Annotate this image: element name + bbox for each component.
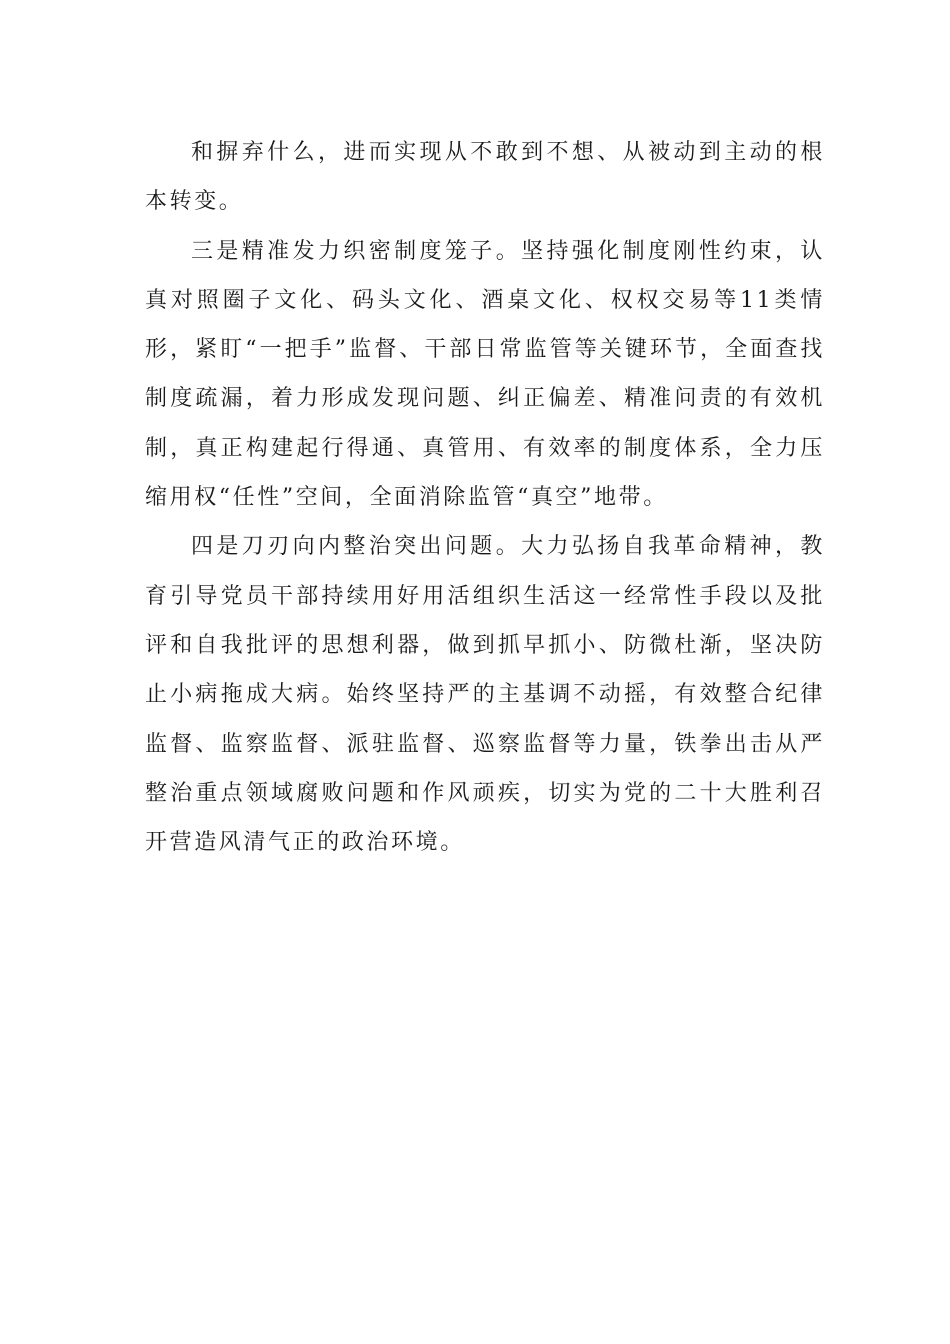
paragraph-point-four: 四是刀刃向内整治突出问题。大力弘扬自我革命精神，教育引导党员干部持续用好用活组织生活这一经常性手段以及批评和自我批评的思想利器，做到抓早抓小、防微杜渐，坚决防止小病拖成大病。始终坚持严的主基调不动摇，有效整合纪律监督、监察监督、派驻监督、巡察监督等力量，铁拳出击从严整治重点领域腐败问题和作风顽疾，切实为党的二十大胜利召开营造风清气正的政治环境。 (145, 534, 825, 856)
paragraph-point-three: 三是精准发力织密制度笼子。坚持强化制度刚性约束，认真对照圈子文化、码头文化、酒桌文化、权权交易等11类情形，紧盯“一把手”监督、干部日常监管等关键环节，全面查找制度疏漏，着力形成发现问题、纠正偏差、精准问责的有效机制，真正构建起行得通、真管用、有效率的制度体系，全力压缩用权“任性”空间，全面消除监管“真空”地带。 (145, 238, 825, 511)
document-body (145, 128, 825, 867)
paragraph-continuation: 和摒弃什么，进而实现从不敢到不想、从被动到主动的根本转变。 (145, 140, 825, 215)
